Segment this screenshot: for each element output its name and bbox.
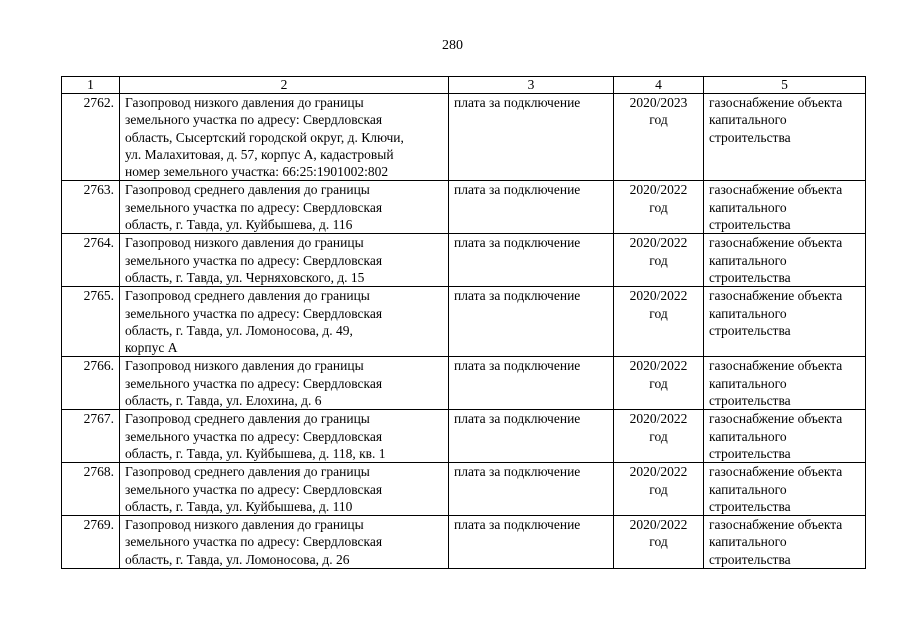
column-header-4: 4 bbox=[614, 77, 704, 94]
object-description bbox=[120, 181, 449, 234]
charge-type: плата за подключение bbox=[449, 516, 614, 569]
purpose-line: капитального bbox=[709, 305, 787, 321]
implementation-term-line: год bbox=[649, 252, 668, 268]
implementation-term bbox=[614, 94, 704, 181]
purpose-line: капитального bbox=[709, 428, 787, 444]
table-row bbox=[62, 287, 866, 357]
implementation-term-line: год bbox=[649, 199, 668, 215]
object-description-line: земельного участка по адресу: Свердловская bbox=[125, 112, 383, 128]
object-description-line: номер земельного участка: 66:25:1901002:802 bbox=[125, 164, 389, 180]
purpose-line: газоснабжение объекта bbox=[709, 235, 843, 251]
purpose-line: строительства bbox=[709, 129, 791, 145]
charge-type: плата за подключение bbox=[449, 410, 614, 463]
table-row bbox=[62, 94, 866, 181]
table-row bbox=[62, 181, 866, 234]
purpose-line: газоснабжение объекта bbox=[709, 411, 843, 427]
purpose-line: капитального bbox=[709, 252, 787, 268]
column-header-3: 3 bbox=[449, 77, 614, 94]
object-description-line: область, г. Тавда, ул. Черняховского, д. 15 bbox=[125, 269, 365, 285]
charge-type: плата за подключение bbox=[449, 287, 614, 357]
implementation-term-line: 2020/2022 bbox=[629, 288, 688, 304]
implementation-term bbox=[614, 516, 704, 569]
object-description-line: земельного участка по адресу: Свердловская bbox=[125, 199, 383, 215]
purpose bbox=[704, 516, 866, 569]
purpose-line: строительства bbox=[709, 551, 791, 567]
implementation-term-line: 2020/2022 bbox=[629, 464, 688, 480]
investment-table bbox=[61, 76, 866, 569]
object-description-line: Газопровод среднего давления до границы bbox=[125, 411, 370, 427]
object-description bbox=[120, 287, 449, 357]
row-number: 2767. bbox=[62, 410, 120, 463]
purpose bbox=[704, 181, 866, 234]
object-description bbox=[120, 94, 449, 181]
object-description bbox=[120, 463, 449, 516]
table-row bbox=[62, 357, 866, 410]
object-description-line: Газопровод низкого давления до границы bbox=[125, 95, 364, 110]
object-description bbox=[120, 357, 449, 410]
purpose-line: строительства bbox=[709, 498, 791, 514]
object-description-line: земельного участка по адресу: Свердловская bbox=[125, 481, 383, 497]
implementation-term bbox=[614, 463, 704, 516]
implementation-term bbox=[614, 287, 704, 357]
implementation-term-line: 2020/2022 bbox=[629, 235, 688, 251]
purpose-line: газоснабжение объекта bbox=[709, 288, 843, 304]
implementation-term bbox=[614, 357, 704, 410]
charge-type: плата за подключение bbox=[449, 357, 614, 410]
implementation-term-line: год bbox=[649, 534, 668, 550]
object-description-line: земельного участка по адресу: Свердловская bbox=[125, 252, 383, 268]
object-description-line: Газопровод низкого давления до границы bbox=[125, 517, 364, 533]
implementation-term bbox=[614, 410, 704, 463]
implementation-term-line: 2020/2022 bbox=[629, 411, 688, 427]
object-description bbox=[120, 234, 449, 287]
implementation-term bbox=[614, 234, 704, 287]
purpose-line: газоснабжение объекта bbox=[709, 182, 843, 198]
row-number: 2768. bbox=[62, 463, 120, 516]
purpose-line: капитального bbox=[709, 481, 787, 497]
implementation-term-line: 2020/2022 bbox=[629, 358, 688, 374]
purpose-line: газоснабжение объекта bbox=[709, 358, 843, 374]
page-number: 280 bbox=[442, 38, 463, 53]
charge-type: плата за подключение bbox=[449, 234, 614, 287]
row-number: 2764. bbox=[62, 234, 120, 287]
object-description-line: Газопровод среднего давления до границы bbox=[125, 464, 370, 480]
implementation-term-line: год bbox=[649, 305, 668, 321]
column-header-1: 1 bbox=[62, 77, 120, 94]
object-description-line: область, г. Тавда, ул. Куйбышева, д. 110 bbox=[125, 498, 353, 514]
implementation-term-line: год bbox=[649, 428, 668, 444]
implementation-term-line: 2020/2022 bbox=[629, 182, 688, 198]
purpose bbox=[704, 234, 866, 287]
object-description bbox=[120, 516, 449, 569]
object-description-line: земельного участка по адресу: Свердловская bbox=[125, 375, 383, 391]
purpose-line: газоснабжение объекта bbox=[709, 95, 843, 110]
purpose-line: газоснабжение объекта bbox=[709, 464, 843, 480]
charge-type: плата за подключение bbox=[449, 463, 614, 516]
purpose bbox=[704, 410, 866, 463]
purpose-line: строительства bbox=[709, 445, 791, 461]
object-description-line: область, г. Тавда, ул. Куйбышева, д. 118, кв. 1 bbox=[125, 445, 386, 461]
implementation-term-line: 2020/2022 bbox=[629, 517, 688, 533]
purpose-line: строительства bbox=[709, 322, 791, 338]
implementation-term-line: 2020/2023 bbox=[629, 95, 688, 110]
purpose-line: капитального bbox=[709, 199, 787, 215]
purpose-line: строительства bbox=[709, 217, 791, 233]
purpose bbox=[704, 463, 866, 516]
object-description bbox=[120, 410, 449, 463]
purpose-line: капитального bbox=[709, 534, 787, 550]
row-number: 2766. bbox=[62, 357, 120, 410]
purpose bbox=[704, 287, 866, 357]
implementation-term bbox=[614, 181, 704, 234]
column-header-5: 5 bbox=[704, 77, 866, 94]
object-description-line: Газопровод низкого давления до границы bbox=[125, 235, 364, 251]
purpose-line: строительства bbox=[709, 269, 791, 285]
object-description-line: земельного участка по адресу: Свердловская bbox=[125, 305, 383, 321]
table-row bbox=[62, 516, 866, 569]
charge-type: плата за подключение bbox=[449, 181, 614, 234]
object-description-line: область, г. Тавда, ул. Ломоносова, д. 26 bbox=[125, 551, 350, 567]
object-description-line: корпус А bbox=[125, 340, 178, 356]
purpose bbox=[704, 94, 866, 181]
charge-type: плата за подключение bbox=[449, 94, 614, 181]
row-number: 2769. bbox=[62, 516, 120, 569]
implementation-term-line: год bbox=[649, 375, 668, 391]
object-description-line: земельного участка по адресу: Свердловская bbox=[125, 534, 383, 550]
object-description-line: Газопровод низкого давления до границы bbox=[125, 358, 364, 374]
object-description-line: ул. Малахитовая, д. 57, корпус А, кадастровый bbox=[125, 146, 394, 162]
row-number: 2763. bbox=[62, 181, 120, 234]
object-description-line: область, г. Тавда, ул. Куйбышева, д. 116 bbox=[125, 217, 353, 233]
purpose-line: капитального bbox=[709, 112, 787, 128]
object-description-line: область, г. Тавда, ул. Елохина, д. 6 bbox=[125, 393, 322, 409]
table-row bbox=[62, 234, 866, 287]
object-description-line: Газопровод среднего давления до границы bbox=[125, 288, 370, 304]
object-description-line: область, Сысертский городской округ, д. Ключи, bbox=[125, 129, 404, 145]
object-description-line: Газопровод среднего давления до границы bbox=[125, 182, 370, 198]
purpose-line: капитального bbox=[709, 375, 787, 391]
column-header-2: 2 bbox=[120, 77, 449, 94]
table-row bbox=[62, 463, 866, 516]
table-body bbox=[62, 94, 866, 569]
row-number: 2765. bbox=[62, 287, 120, 357]
table-header bbox=[62, 77, 866, 94]
row-number: 2762. bbox=[62, 94, 120, 181]
implementation-term-line: год bbox=[649, 112, 668, 128]
purpose-line: газоснабжение объекта bbox=[709, 517, 843, 533]
object-description-line: область, г. Тавда, ул. Ломоносова, д. 49, bbox=[125, 322, 353, 338]
purpose-line: строительства bbox=[709, 393, 791, 409]
header-row bbox=[62, 77, 866, 94]
object-description-line: земельного участка по адресу: Свердловская bbox=[125, 428, 383, 444]
table-row bbox=[62, 410, 866, 463]
implementation-term-line: год bbox=[649, 481, 668, 497]
purpose bbox=[704, 357, 866, 410]
